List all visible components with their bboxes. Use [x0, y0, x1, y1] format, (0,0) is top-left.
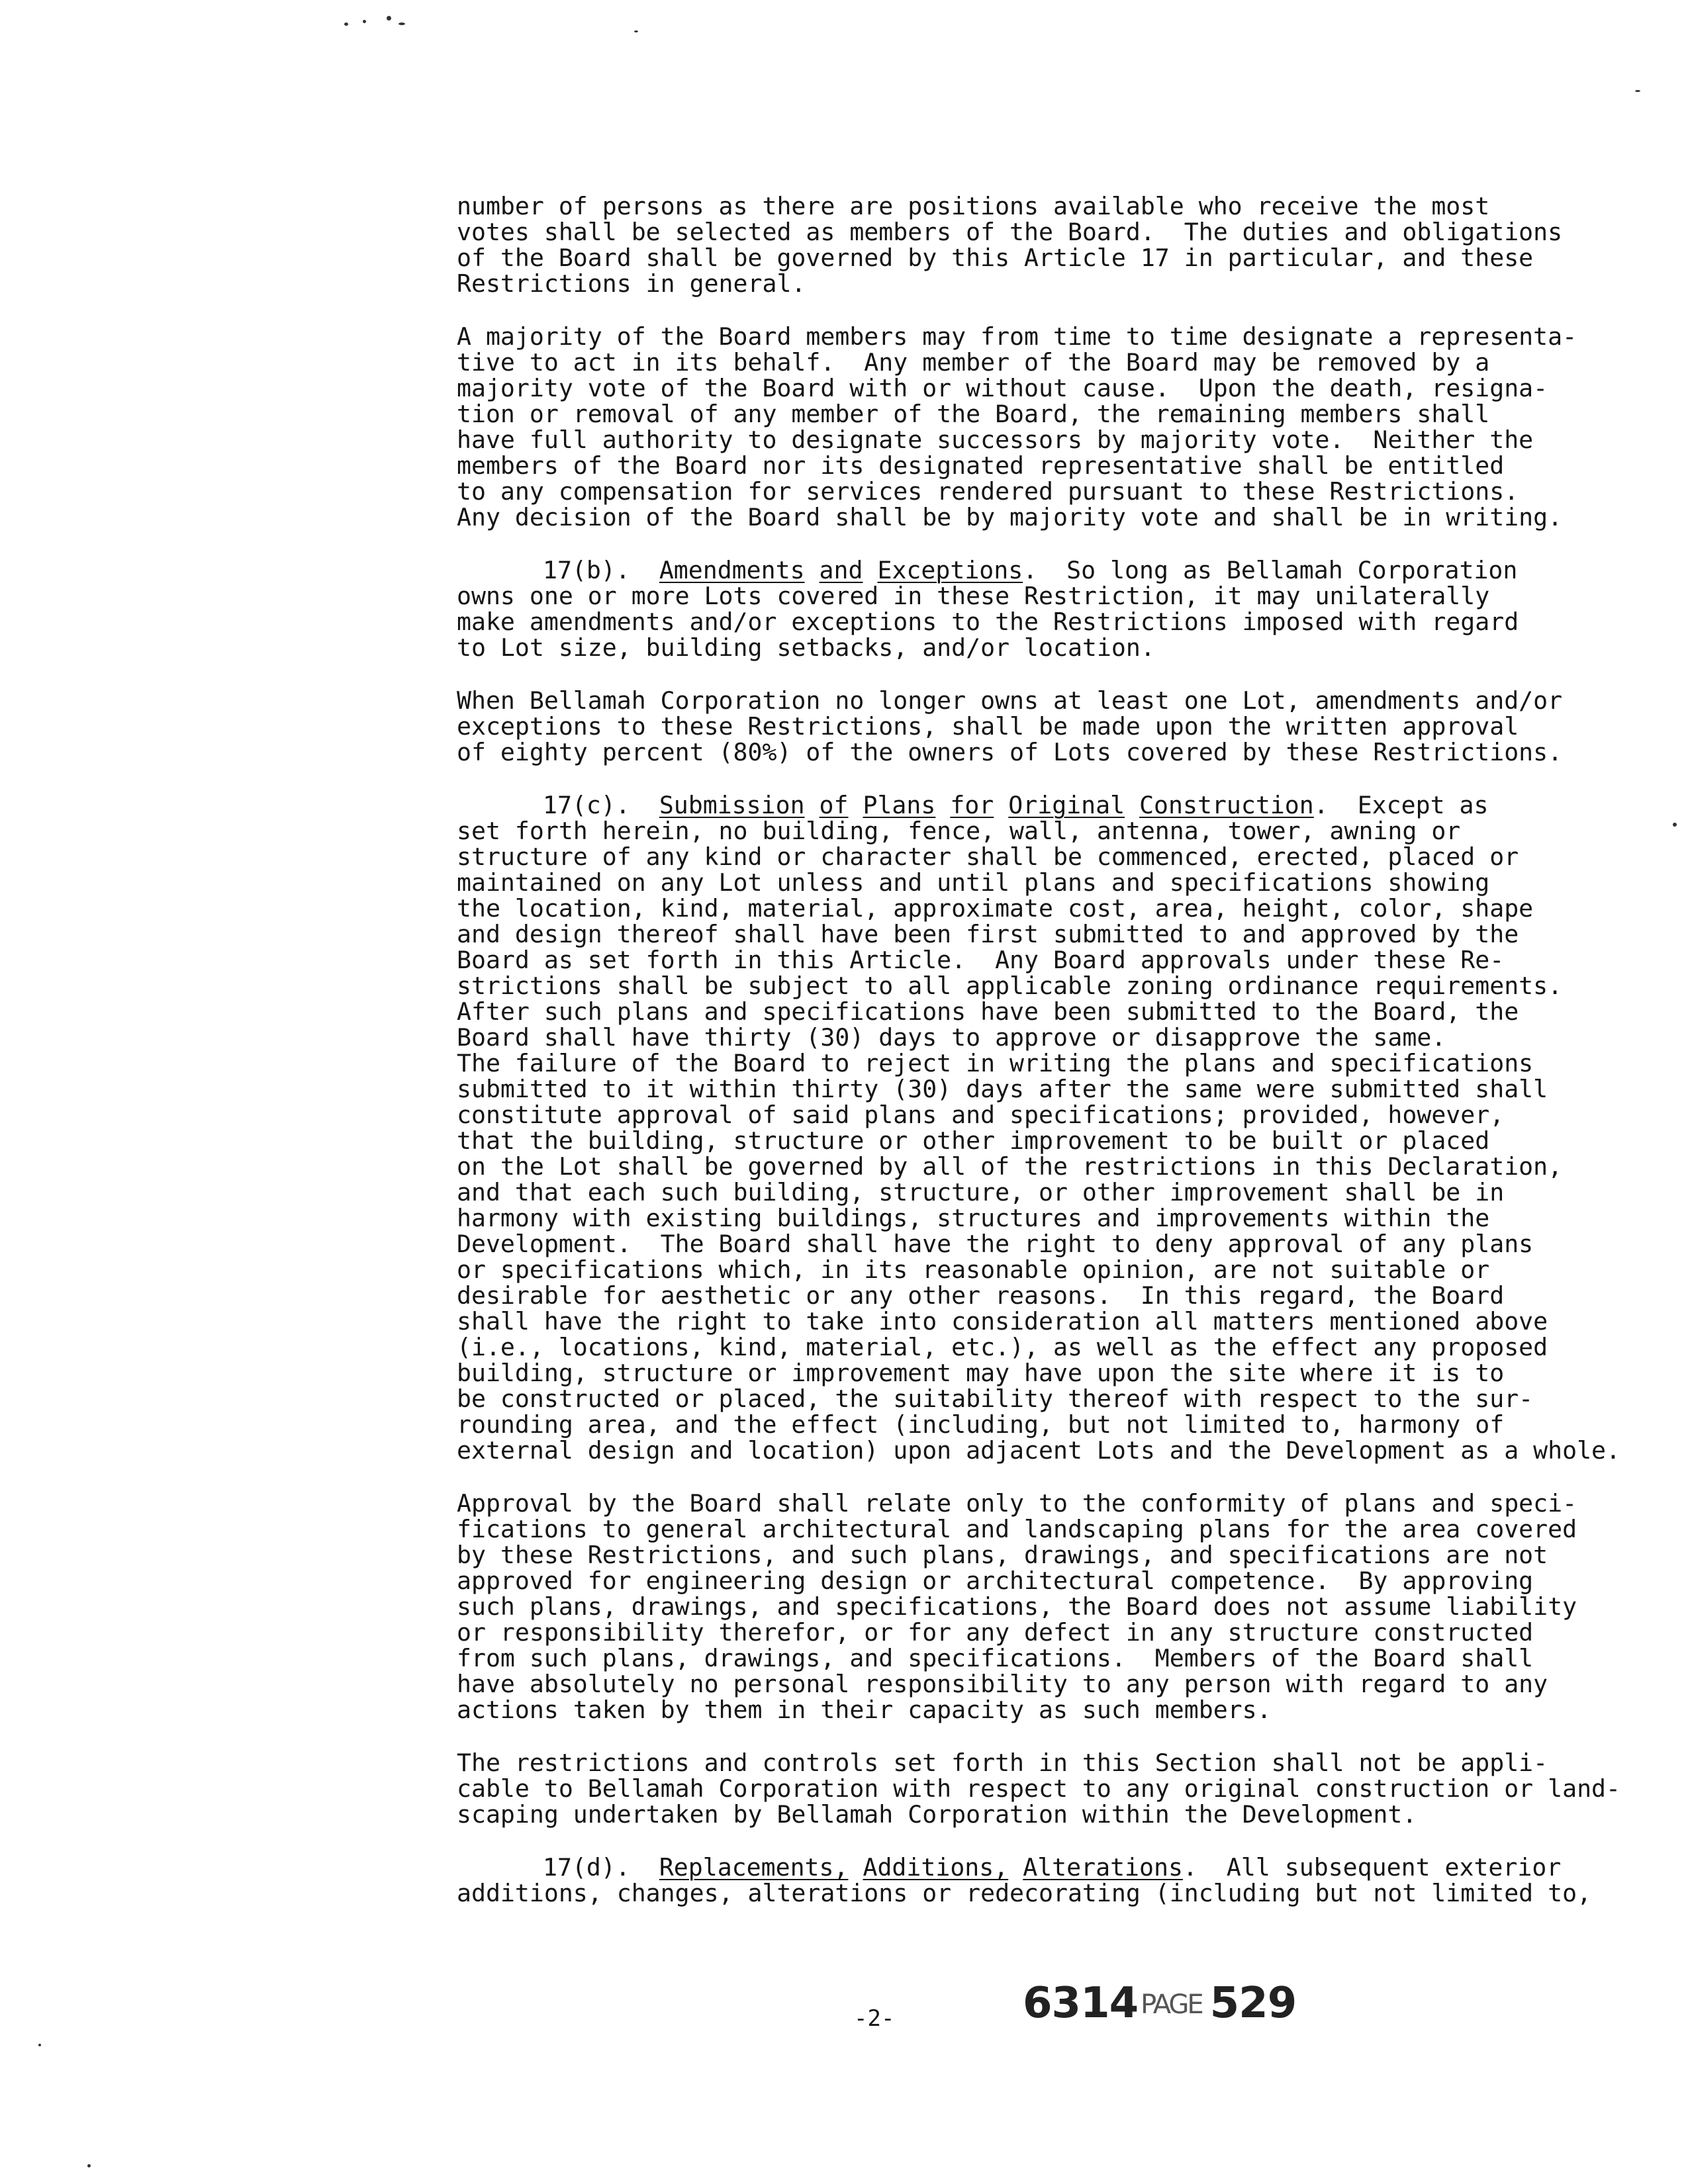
- text-line: cable to Bellamah Corporation with respect to any original construction or land-: [457, 1774, 1620, 1803]
- text-line: scaping undertaken by Bellamah Corporation within the Development.: [457, 1800, 1417, 1829]
- text-line: and design thereof shall have been first submitted to and approved by the: [457, 920, 1519, 948]
- section-heading-word: Additions,: [863, 1853, 1009, 1882]
- text-line: After such plans and specifications have been submitted to the Board, the: [457, 997, 1519, 1026]
- text-line: have absolutely no personal responsibility to any person with regard to any: [457, 1670, 1548, 1698]
- scan-speck: [1673, 823, 1677, 827]
- section-heading-word: Construction: [1139, 791, 1314, 819]
- text-line: maintained on any Lot unless and until plans and specifications showing: [457, 868, 1490, 897]
- paragraph: [457, 686, 1563, 766]
- section-heading-line: [457, 556, 1518, 584]
- text-line: and that each such building, structure, or other improvement shall be in: [457, 1178, 1505, 1206]
- paragraph: [457, 1749, 1620, 1829]
- text-line: submitted to it within thirty (30) days after the same were submitted shall: [457, 1075, 1548, 1103]
- scan-speck: [87, 2164, 91, 2167]
- text-line: of the Board shall be governed by this Article 17 in particular, and these: [457, 244, 1534, 272]
- page-number: -2-: [854, 2005, 895, 2032]
- document-body: [457, 192, 1620, 1933]
- text-line: rounding area, and the effect (including, but not limited to, harmony of: [457, 1410, 1505, 1439]
- section-heading-line: [457, 792, 1489, 818]
- section-heading-word: for: [950, 791, 994, 819]
- text-line: Development. The Board shall have the right to deny approval of any plans: [457, 1230, 1534, 1258]
- text-line: or specifications which, in its reasonable opinion, are not suitable or: [457, 1255, 1490, 1284]
- section-number: 17(c).: [543, 791, 630, 819]
- section-heading-word: and: [819, 556, 863, 584]
- section-heading-word: Alterations: [1023, 1853, 1183, 1882]
- text-line: that the building, structure or other improvement to be built or placed: [457, 1126, 1490, 1155]
- section-heading-word: Exceptions: [877, 556, 1023, 584]
- section-17c: [457, 791, 1620, 1465]
- section-17b: [457, 556, 1519, 662]
- scan-speck: [1635, 90, 1640, 92]
- scan-speck: [387, 16, 391, 21]
- text-line: Approval by the Board shall relate only to the conformity of plans and speci-: [457, 1489, 1577, 1518]
- text-line: number of persons as there are positions available who receive the most: [457, 192, 1490, 220]
- section-heading-word: Original: [1008, 791, 1125, 819]
- section-heading-word: Submission: [659, 791, 805, 819]
- text-line: votes shall be selected as members of the Board. The duties and obligations: [457, 218, 1563, 246]
- text-line: approved for engineering design or architectural competence. By approving: [457, 1567, 1534, 1595]
- text-line: be constructed or placed, the suitability thereof with respect to the sur-: [457, 1385, 1534, 1413]
- text-line: members of the Board nor its designated representative shall be entitled: [457, 451, 1505, 480]
- stamp-page-number: 529: [1209, 1979, 1297, 2028]
- text-fragment: . So long as Bellamah Corporation: [1023, 556, 1518, 584]
- text-fragment: . All subsequent exterior: [1182, 1853, 1562, 1882]
- section-heading-word: Amendments: [659, 556, 805, 584]
- scan-speck: [634, 30, 638, 32]
- text-line: to Lot size, building setbacks, and/or location.: [457, 633, 1155, 662]
- text-line: (i.e., locations, kind, material, etc.), as well as the effect any proposed: [457, 1333, 1548, 1361]
- stamp-book-number: 6314: [1023, 1979, 1139, 2028]
- section-heading-word: of: [819, 791, 849, 819]
- text-line: of eighty percent (80%) of the owners of Lots covered by these Restrictions.: [457, 738, 1563, 766]
- stamp-page-label: PAGE: [1141, 1989, 1202, 2020]
- text-line: strictions shall be subject to all applicable zoning ordinance requirements.: [457, 972, 1563, 1000]
- text-line: external design and location) upon adjacent Lots and the Development as a whole.: [457, 1436, 1620, 1465]
- paragraph: [457, 1489, 1577, 1724]
- text-line: Restrictions in general.: [457, 269, 806, 298]
- recording-stamp: [1023, 1979, 1296, 2028]
- text-line: the location, kind, material, approximate cost, area, height, color, shape: [457, 894, 1534, 923]
- text-line: or responsibility therefor, or for any defect in any structure constructed: [457, 1618, 1534, 1647]
- section-heading-word: Plans: [863, 791, 936, 819]
- section-number: 17(b).: [543, 556, 630, 584]
- text-line: Board as set forth in this Article. Any Board approvals under these Re-: [457, 946, 1505, 974]
- text-line: structure of any kind or character shall be commenced, erected, placed or: [457, 842, 1519, 871]
- text-line: A majority of the Board members may from time to time designate a representa-: [457, 322, 1577, 351]
- text-fragment: . Except as: [1313, 791, 1489, 819]
- text-line: The restrictions and controls set forth in this Section shall not be appli-: [457, 1749, 1548, 1777]
- text-line: majority vote of the Board with or without cause. Upon the death, resigna-: [457, 374, 1548, 402]
- text-line: to any compensation for services rendered pursuant to these Restrictions.: [457, 477, 1519, 506]
- text-line: tion or removal of any member of the Board, the remaining members shall: [457, 400, 1490, 428]
- text-line: from such plans, drawings, and specifications. Members of the Board shall: [457, 1644, 1534, 1672]
- text-line: Board shall have thirty (30) days to approve or disapprove the same.: [457, 1023, 1446, 1052]
- section-number: 17(d).: [543, 1853, 630, 1882]
- paragraph: [457, 322, 1577, 531]
- text-line: additions, changes, alterations or redecorating (including but not limited to,: [457, 1879, 1592, 1907]
- scan-speck: [363, 20, 366, 23]
- text-line: shall have the right to take into consideration all matters mentioned above: [457, 1307, 1548, 1336]
- text-line: on the Lot shall be governed by all of the restrictions in this Declaration,: [457, 1152, 1563, 1181]
- text-line: When Bellamah Corporation no longer owns at least one Lot, amendments and/or: [457, 686, 1563, 715]
- scan-speck: [399, 23, 405, 25]
- text-line: building, structure or improvement may have upon the site where it is to: [457, 1359, 1505, 1387]
- text-line: actions taken by them in their capacity as such members.: [457, 1696, 1272, 1724]
- section-17d: [457, 1853, 1592, 1907]
- text-line: desirable for aesthetic or any other reasons. In this regard, the Board: [457, 1281, 1505, 1310]
- text-line: fications to general architectural and landscaping plans for the area covered: [457, 1515, 1577, 1543]
- scan-speck: [344, 23, 348, 26]
- text-line: Any decision of the Board shall be by majority vote and shall be in writing.: [457, 503, 1563, 531]
- text-line: make amendments and/or exceptions to the Restrictions imposed with regard: [457, 608, 1519, 636]
- text-line: tive to act in its behalf. Any member of the Board may be removed by a: [457, 348, 1490, 377]
- paragraph: [457, 192, 1563, 298]
- text-line: exceptions to these Restrictions, shall be made upon the written approval: [457, 712, 1519, 741]
- text-line: have full authority to designate successors by majority vote. Neither the: [457, 426, 1534, 454]
- text-line: such plans, drawings, and specifications, the Board does not assume liability: [457, 1592, 1577, 1621]
- section-heading-line: [457, 1853, 1562, 1882]
- text-line: set forth herein, no building, fence, wall, antenna, tower, awning or: [457, 817, 1461, 845]
- section-heading-word: Replacements,: [659, 1853, 849, 1882]
- text-line: owns one or more Lots covered in these Restriction, it may unilaterally: [457, 582, 1490, 610]
- text-line: by these Restrictions, and such plans, drawings, and specifications are not: [457, 1541, 1548, 1569]
- text-line: constitute approval of said plans and specifications; provided, however,: [457, 1101, 1505, 1129]
- scan-speck: [38, 2044, 41, 2046]
- text-line: The failure of the Board to reject in writing the plans and specifications: [457, 1049, 1534, 1077]
- text-line: harmony with existing buildings, structures and improvements within the: [457, 1204, 1490, 1232]
